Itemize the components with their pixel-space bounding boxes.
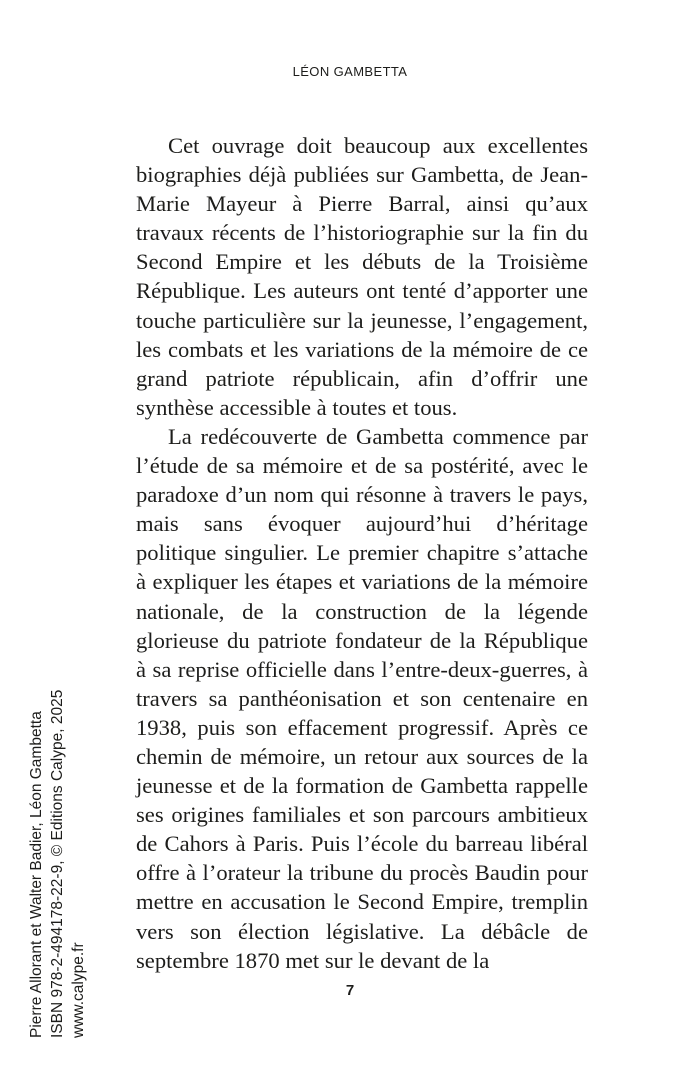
side-credit-isbn: ISBN 978-2-494178-22-9, © Editions Calype, 2025 xyxy=(49,689,66,1038)
paragraph-1: Cet ouvrage doit beaucoup aux excellentes biographies déjà publiées sur Gambetta, de Jean-Marie Mayeur à Pierre Barral, ainsi qu’aux travaux récents de l’historiographie sur la fin du Second Empire et les débuts de la Troisième République. Les auteurs ont tenté d’apporter une touche particulière sur la jeunesse, l’engagement, les combats et les variations de la mémoire de ce grand patriote républicain, afin d’offrir une synthèse accessible à toutes et tous. xyxy=(136,133,588,420)
body-text xyxy=(136,131,588,975)
paragraph-2: La redécouverte de Gambetta commence par l’étude de sa mémoire et de sa postérité, avec le paradoxe d’un nom qui résonne à travers le pays, mais sans évoquer aujourd’hui d’héritage politique singulier. Le premier chapitre s’attache à expliquer les étapes et variations de la mémoire nationale, de la construction de la légende glorieuse du patriote fondateur de la République à sa reprise officielle dans l’entre-deux-guerres, à travers sa panthéonisation et son centenaire en 1938, puis son effacement progressif. Après ce chemin de mémoire, un retour aux sources de la jeunesse et de la formation de Gambetta rappelle ses origines familiales et son parcours ambitieux de Cahors à Paris. Puis l’école du barreau libéral offre à l’orateur la tribune du procès Baudin pour mettre en accusation le Second Empire, tremplin vers son élection législative. La débâcle de septembre 1870 met sur le devant de la xyxy=(136,423,588,973)
side-credit-website: www.calype.fr xyxy=(70,942,87,1038)
side-credit xyxy=(26,598,89,1038)
side-credit-authors: Pierre Allorant et Walter Badier, Léon Gambetta xyxy=(28,711,45,1038)
running-head: LÉON GAMBETTA xyxy=(292,64,408,79)
page-number: 7 xyxy=(345,982,355,999)
